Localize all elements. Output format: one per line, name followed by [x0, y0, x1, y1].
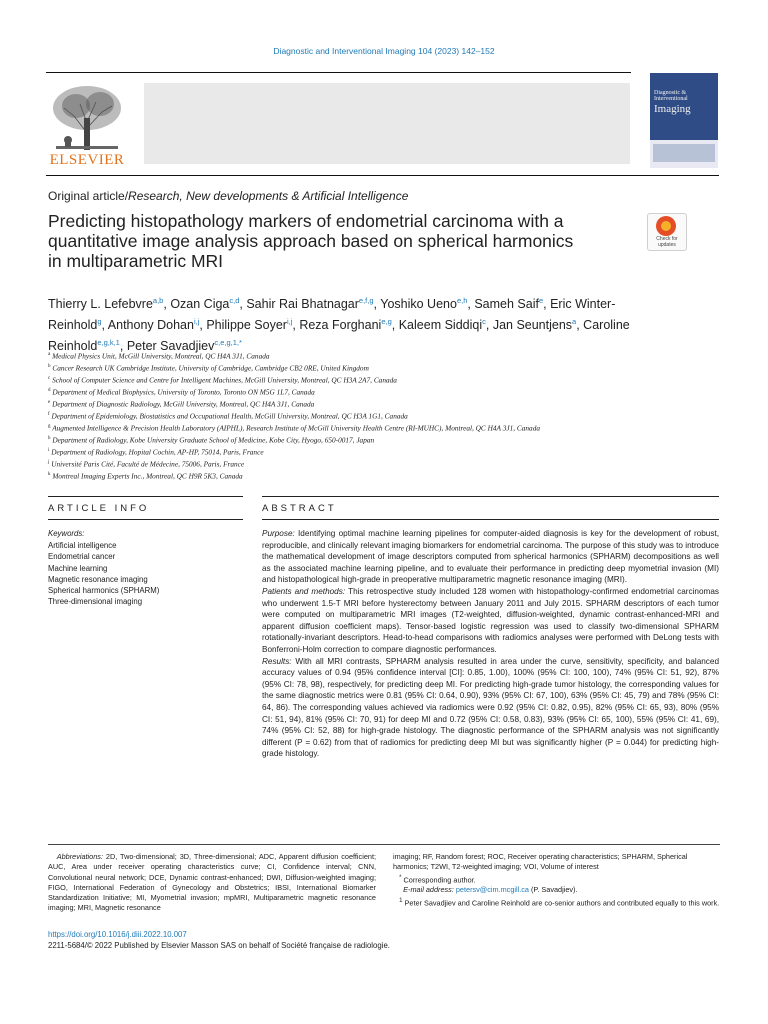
- abstract-methods: [262, 586, 719, 656]
- purpose-text: Identifying optimal machine learning pipelines for computer-aided diagnosis is key for the development of robust, reproducible, and clinically relevant imaging biomarkers for endometrial carcinoma. The purpose of this study was to introduce the mathematical development of image descriptors computed from spherical harmonics (SPHARM) decompositions as well as the associated machine learning pipeline, and to evaluate their performance in predicting deep myometrial invasion (MI) and histopathological high-grade in preoperative multiparametric magnetic resonance imaging (MRI).: [262, 529, 719, 585]
- author-affiliation-marker[interactable]: i,j: [193, 317, 200, 327]
- methods-label: Patients and methods:: [262, 586, 346, 596]
- author-name[interactable]: Eric Winter-Reinhold: [48, 297, 616, 333]
- article-type: Original article/Research, New developments & Artificial Intelligence: [48, 189, 409, 203]
- affiliation-marker: d: [48, 388, 51, 394]
- affiliation-text: Montreal Imaging Experts Inc., Montreal, QC H9R 5K3, Canada: [52, 471, 243, 481]
- author-name[interactable]: Peter Savadjiev: [126, 339, 215, 354]
- elsevier-wordmark: ELSEVIER: [49, 152, 125, 168]
- abbreviations-continued: imaging; RF, Random forest; ROC, Receiver operating characteristics; SPHARM, Spherical harmonics; T2WI, T2-weighted imaging; VOI, Volume of interest: [393, 852, 688, 872]
- affiliation-item: [48, 398, 708, 410]
- article-info-rule-bottom: [48, 519, 243, 520]
- affiliation-marker: a: [48, 352, 51, 357]
- corresponding-text: Corresponding author.: [403, 875, 476, 885]
- keyword-item: Artificial intelligence: [48, 541, 117, 550]
- affiliation-text: Department of Epidemiology, Biostatistics and Occupational Health, McGill University, Montreal, QC H3A 1G1, Canada: [51, 411, 408, 421]
- affiliation-marker: k: [48, 472, 51, 478]
- author-affiliation-marker[interactable]: g: [97, 317, 102, 327]
- methods-text: This retrospective study included 128 women with histopathology-confirmed endometrial carcinomas who underwent 1.5-T MRI before hysterectomy between January 2011 and July 2015. SPHARM descriptors of each tumor were computed on multiparametric MRI images (T2-weighted, diffusion-weighted, dynamic contrast-enhanced-MRI and apparent diffusion coefficient maps). Tensor-based logistic regression was used to classify two-dimensional SPHARM rotationally-invariant descriptors. Head-to-head comparisons with radiomics analyses were performed with DeLong tests with Bonferroni-Holm correction to compare diagnostic performances.: [262, 586, 719, 654]
- email-label: E-mail address:: [403, 885, 454, 895]
- keyword-item: Three-dimensional imaging: [48, 597, 143, 607]
- title-line: quantitative image analysis approach based on spherical harmonics: [48, 231, 574, 251]
- cosenior-mark: 1: [399, 896, 403, 904]
- abbreviations-left: [48, 852, 376, 914]
- affiliation-text: School of Computer Science and Centre for Intelligent Machines, McGill University, Montreal, QC H3A 2A7, Canada: [52, 375, 397, 385]
- author-affiliation-marker[interactable]: i,j: [286, 317, 293, 327]
- keyword-list: [48, 540, 159, 608]
- keyword-item: Magnetic resonance imaging: [48, 574, 148, 584]
- affiliation-marker: b: [48, 364, 51, 370]
- title-line: Predicting histopathology markers of endometrial carcinoma with a: [48, 211, 564, 231]
- doi-link[interactable]: https://doi.org/10.1016/j.diii.2022.10.007: [48, 930, 187, 939]
- results-label: Results:: [262, 656, 292, 666]
- author-affiliation-marker[interactable]: e,h: [456, 296, 468, 305]
- keyword-item: Spherical harmonics (SPHARM): [48, 586, 160, 596]
- results-text: With all MRI contrasts, SPHARM analysis resulted in area under the curve, sensitivity, specificity, and balanced accuracy values of 0.94 (95% confidence interval [CI]: 0.85, 1.00), 100% (95% CI: 100, 100), 74% (95% CI: 51, 92), 87% (95% CI: 78, 98), respectively, for predicting deep MI. For predicting high-grade tumor histology, the corresponding values for the same diagnostic metrics were 0.81 (95% CI: 0.64, 0.90), 93% (95% CI: 67, 100), 63% (95% CI: 45, 79) and 78% (95% CI: 64, 86). The corresponding values achieved via radiomics were 0.92 (95% CI: 0.82, 0.95), 82% (95% CI: 65, 93), 80% (95% CI: 51, 94), 81% (95% CI: 70, 91) for deep MI and 0.72 (95% CI: 0.58, 0.83), 93% (95% CI: 65, 100), 55% (95% CI: 41, 69), 74% (95% CI: 52, 88) for high-grade histology. The diagnostic performance of the SPHARM analysis was not significantly different (P = 0.62) from that of radiomics for predicting deep MI but was significantly higher (P = 0.044) for predicting high-grade histology.: [262, 656, 719, 759]
- affiliation-item: [48, 350, 708, 362]
- article-info-rule-top: [48, 496, 243, 497]
- cosenior-text: Peter Savadjiev and Caroline Reinhold are co-senior authors and contributed equally to this work.: [404, 898, 720, 908]
- keywords-label: Keywords:: [48, 529, 85, 538]
- article-info-heading: ARTICLE INFO: [48, 503, 150, 514]
- author-affiliation-marker[interactable]: c: [482, 317, 486, 327]
- affiliation-text: Department of Radiology, Kobe University Graduate School of Medicine, Kobe City, Hyogo, 650-0017, Japan: [52, 435, 375, 445]
- author-affiliation-marker[interactable]: c,d: [229, 296, 240, 305]
- email-note: [393, 885, 720, 895]
- affiliation-marker: c: [48, 376, 51, 382]
- purpose-label: Purpose:: [262, 529, 295, 538]
- author-name[interactable]: Caroline Reinhold: [48, 318, 630, 354]
- affiliation-marker: h: [48, 436, 51, 442]
- article-title: [48, 211, 608, 271]
- author-name[interactable]: Jan Seuntjens: [492, 318, 573, 333]
- affiliation-text: Université Paris Cité, Faculté de Médecine, 75006, Paris, France: [51, 459, 245, 469]
- author-affiliation-marker[interactable]: a,b: [152, 296, 164, 305]
- check-updates-icon: [656, 216, 676, 236]
- author-name[interactable]: Thierry L. Lefebvre: [48, 297, 153, 312]
- abbreviations-label: Abbreviations:: [56, 852, 103, 861]
- author-list: Thierry L. Lefebvre$^{a,b}$, Ozan Ciga$^{c,d}$, Sahir Rai Bhatnagar$^{e,f,g}$, Yoshiko Ueno$^{e,h}$, Sameh Saif$^e$, Eric Winter-Reinhold$^g$, Anthony Dohan$^{i,j}$, Philippe Soyer$^{i,j}$, Reza Forghani$^{e,g}$, Kaleem Siddiqi$^c$, Jan Seuntjens$^a$, Caroline Reinhold$^{e,g,k,1}$, Peter Savadjiev$^{c,e,g,1,*}$: [48, 296, 630, 354]
- abstract-body: [262, 528, 719, 760]
- author-affiliation-marker[interactable]: a: [572, 317, 577, 327]
- author-name[interactable]: Sameh Saif: [474, 297, 539, 312]
- abstract-rule-bottom: [262, 519, 719, 520]
- affiliation-item: [48, 446, 708, 458]
- affiliation-item: [48, 374, 708, 386]
- author-affiliation-marker[interactable]: c,e,g,1,*: [214, 338, 242, 348]
- author-name[interactable]: Ozan Ciga: [170, 297, 230, 312]
- affiliation-item: [48, 386, 708, 398]
- affiliation-item: [48, 362, 708, 374]
- keyword-item: Endometrial cancer: [48, 552, 116, 562]
- abstract-purpose: [262, 528, 719, 586]
- affiliation-marker: j: [48, 460, 50, 466]
- affiliation-item: [48, 434, 708, 446]
- cosenior-note: [393, 896, 720, 909]
- author-name[interactable]: Philippe Soyer: [206, 318, 287, 333]
- email-owner: (P. Savadjiev).: [531, 885, 578, 895]
- header-top-rule: [46, 72, 631, 73]
- affiliation-text: Cancer Research UK Cambridge Institute, University of Cambridge, Cambridge CB2 0RE, United Kingdom: [52, 363, 369, 373]
- affiliation-list: [48, 350, 708, 482]
- affiliation-item: [48, 470, 708, 482]
- abbreviations-text: 2D, Two-dimensional; 3D, Three-dimensional; ADC, Apparent diffusion coefficient; AUC, Area under receiver operating characteristics curve; CI, Confidence interval; CNN, Convolutional neural network; DCE, Dynamic contrast-enhanced; DWI, Diffusion-weighted imaging; FIGO, International Federation of Gynecology and Obstetrics; IBSI, International Biomarker Standardization Initiative; MI, Myometrial invasion; mpMRI, Multiparametric magnetic resonance imaging; MRI, Magnetic resonance: [48, 852, 376, 913]
- author-affiliation-marker[interactable]: e: [538, 296, 544, 305]
- author-affiliation-marker[interactable]: e,g: [381, 317, 392, 327]
- journal-citation[interactable]: Diagnostic and Interventional Imaging 104 (2023) 142–152: [273, 46, 495, 56]
- abstract-results: [262, 656, 719, 760]
- footnote-rule: [48, 844, 720, 845]
- author-name[interactable]: Sahir Rai Bhatnagar: [246, 297, 359, 312]
- affiliation-text: Medical Physics Unit, McGill University, Montreal, QC H4A 3J1, Canada: [52, 351, 270, 361]
- affiliation-marker: e: [48, 400, 51, 406]
- abstract-rule-top: [262, 496, 719, 497]
- check-updates-label: Check for updates: [656, 236, 678, 248]
- author-name[interactable]: Anthony Dohan: [107, 318, 194, 333]
- header-bottom-rule: [46, 175, 719, 176]
- affiliation-text: Department of Medical Biophysics, University of Toronto, Toronto ON M5G 1L7, Canada: [52, 387, 315, 397]
- author-name[interactable]: Yoshiko Ueno: [380, 297, 457, 312]
- affiliation-text: Department of Radiology, Hopital Cochin, AP-HP, 75014, Paris, France: [51, 447, 264, 457]
- corresponding-mark: *: [399, 873, 402, 881]
- affiliation-marker: f: [48, 412, 50, 418]
- affiliation-text: Augmented Intelligence & Precision Health Laboratory (AIPHL), Research Institute of McGill University Health Centre (RI-MUHC), Montreal, QC H4A 3J1, Canada: [52, 423, 540, 433]
- author-affiliation-marker[interactable]: e,f,g: [358, 296, 374, 305]
- title-line: in multiparametric MRI: [48, 251, 224, 271]
- affiliation-text: Department of Diagnostic Radiology, McGill University, Montreal, QC H4A 3J1, Canada: [52, 399, 315, 409]
- journal-cover-title: [654, 90, 714, 115]
- author-name[interactable]: Reza Forghani: [299, 318, 382, 333]
- affiliation-item: [48, 422, 708, 434]
- affiliation-marker: i: [48, 448, 50, 454]
- keyword-item: Machine learning: [48, 563, 108, 573]
- email-link[interactable]: petersv@cim.mcgill.ca: [455, 885, 529, 895]
- affiliation-item: [48, 410, 708, 422]
- article-type-primary: Original article: [48, 189, 125, 203]
- copyright-line: 2211-5684/© 2022 Published by Elsevier Masson SAS on behalf of Société française de radiologie.: [48, 941, 390, 950]
- cover-big-title: Imaging: [654, 103, 691, 115]
- author-affiliation-marker[interactable]: e,g,k,1: [97, 338, 120, 348]
- article-type-sub: Research, New developments & Artificial Intelligence: [128, 189, 409, 203]
- abstract-heading: ABSTRACT: [262, 503, 337, 514]
- masthead-banner: [144, 83, 630, 164]
- affiliation-item: [48, 458, 708, 470]
- author-name[interactable]: Kaleem Siddiqi: [398, 318, 483, 333]
- cover-small-title: Diagnostic & Interventional: [654, 90, 688, 102]
- corresponding-note: [393, 873, 720, 886]
- cover-band-inner: [653, 144, 715, 162]
- footnotes-right: [393, 852, 720, 908]
- affiliation-marker: g: [48, 424, 51, 430]
